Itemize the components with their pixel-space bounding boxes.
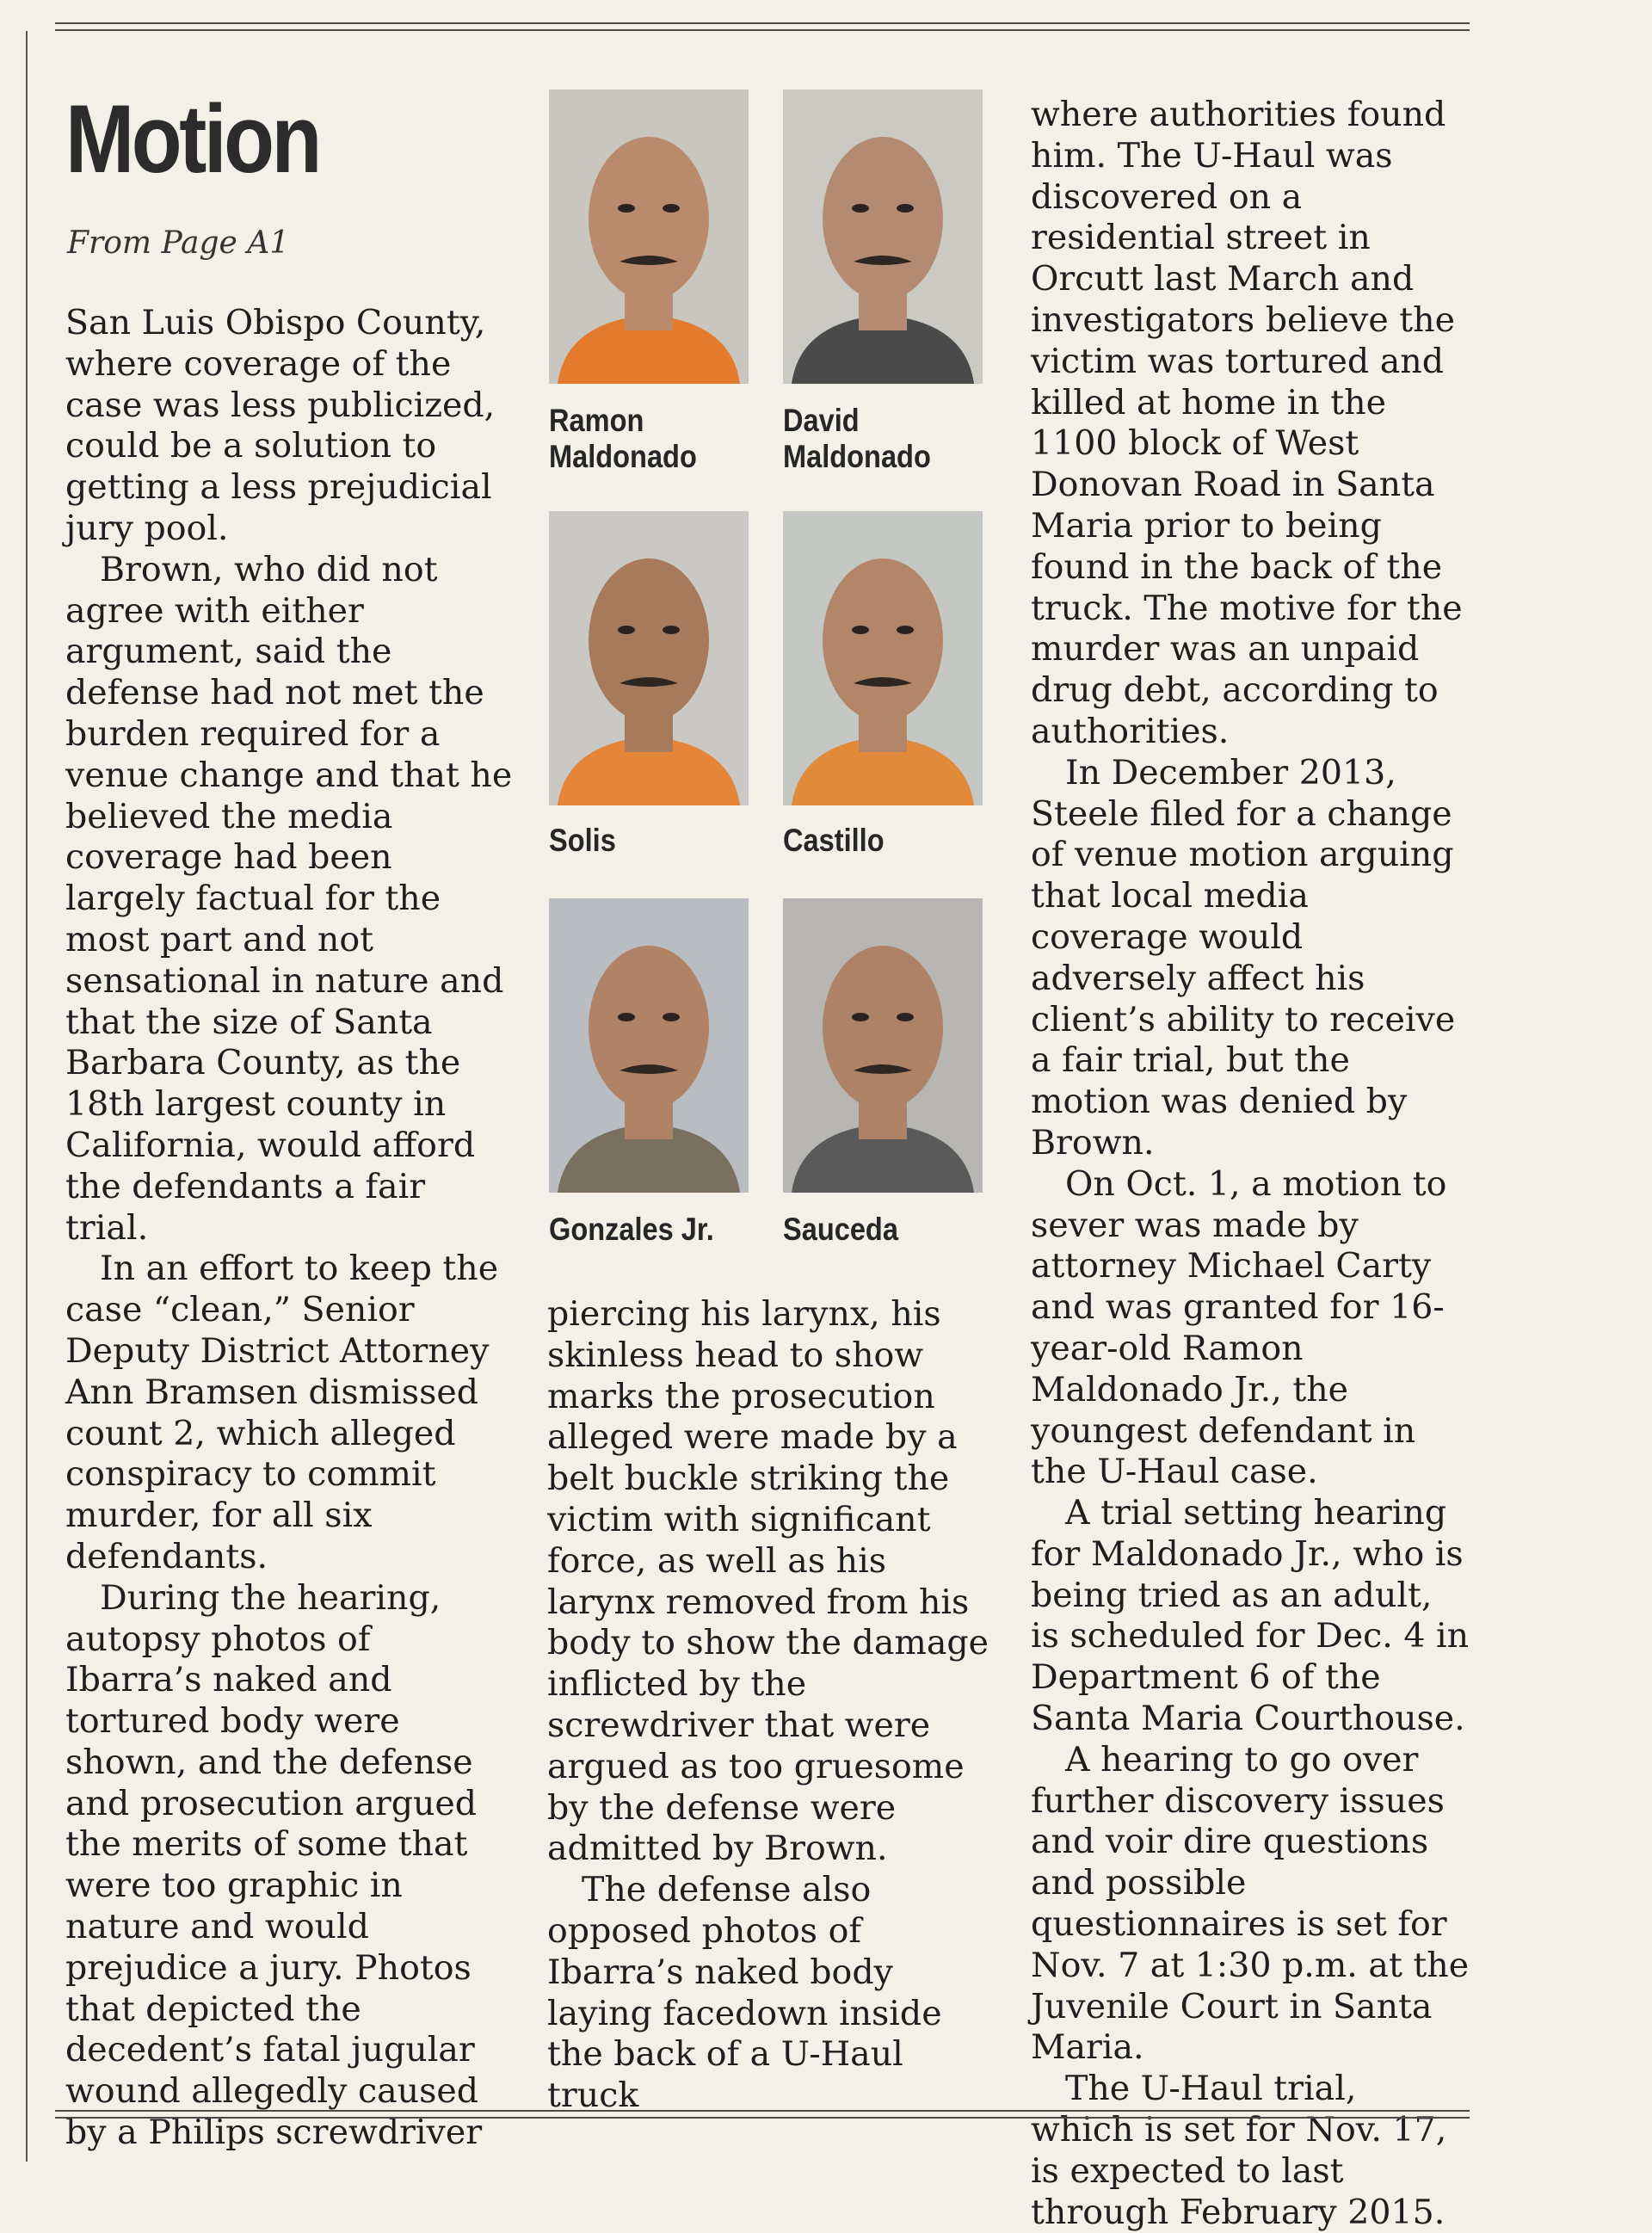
paragraph: A trial setting hearing for Maldonado Jr., who is being tried as an adult, is scheduled for Dec. 4 in Department 6 of the Santa Maria Courthouse. bbox=[1031, 1493, 1470, 1739]
paragraph: In December 2013, Steele filed for a change of venue motion arguing that local media coverage would adversely affect his client’s ability to receive a fair trial, but the motion was denied by Brown. bbox=[1031, 752, 1456, 1163]
caption-gonzales-jr bbox=[549, 1212, 714, 1248]
eye-left bbox=[618, 1013, 635, 1021]
face-shape bbox=[823, 558, 943, 722]
mugshot-figure bbox=[783, 898, 983, 1193]
jump-line: From Page A1 bbox=[67, 225, 290, 261]
eye-left bbox=[618, 204, 635, 213]
bottom-rule-double bbox=[55, 2117, 1470, 2119]
eye-right bbox=[897, 626, 914, 634]
mugshot-figure bbox=[549, 89, 749, 384]
bottom-rule bbox=[55, 2110, 1470, 2112]
caption-ramon-maldonado bbox=[549, 403, 697, 475]
caption-line: Ramon bbox=[549, 403, 644, 438]
paragraph: The defense also opposed photos of Ibarra’s naked body laying facedown inside the back of a U-Haul truck bbox=[547, 1870, 942, 2116]
paragraph: where authorities found him. The U-Haul was discovered on a residential street in Orcutt last March and investigators believe the victim was tortured and killed at home in the 1100 block of West Donovan Road in Santa Maria prior to being found in the back of the truck. The motive for the murder was an unpaid drug debt, according to authorities. bbox=[1031, 95, 1463, 751]
column-3 bbox=[1031, 95, 1470, 2233]
caption-line: Solis bbox=[549, 823, 616, 858]
face-shape bbox=[823, 137, 943, 300]
caption-david-maldonado bbox=[783, 403, 931, 475]
headline: Motion bbox=[65, 85, 319, 193]
column-2 bbox=[547, 1294, 995, 2117]
page-left-edge bbox=[26, 31, 28, 2162]
caption-line: Maldonado bbox=[549, 439, 697, 474]
paragraph: During the hearing, autopsy photos of Ibarra’s naked and tortured body were shown, and the defense and prosecution argued the merits of some that were too graphic in nature and would prejudice a jury. Photos that depicted the decedent’s fatal jugular wound allegedly caused by a Philips screwdriver bbox=[65, 1577, 483, 2153]
paragraph: Brown, who did not agree with either argument, said the defense had not met the burden required for a venue change and that he believed the media coverage had been largely factual for the most part and not sensational in nature and that the size of Santa Barbara County, as the 18th largest county in California, would afford the defendants a fair trial. bbox=[65, 549, 513, 1248]
eye-left bbox=[852, 626, 869, 634]
eye-left bbox=[852, 1013, 869, 1021]
paragraph: piercing his larynx, his skinless head to show marks the prosecution alleged were made by a belt buckle striking the victim with significant force, as well as his larynx removed from his body to show the damage inflicted by the screwdriver that were argued as too gruesome by the defense were admitted by Brown. bbox=[547, 1294, 989, 1869]
mugshot-castillo bbox=[783, 511, 983, 805]
eye-right bbox=[897, 1013, 914, 1021]
eye-right bbox=[663, 204, 680, 213]
mugshot-ramon-maldonado bbox=[549, 89, 749, 384]
column-1 bbox=[65, 303, 513, 2154]
mugshot-figure bbox=[549, 898, 749, 1193]
eye-right bbox=[897, 204, 914, 213]
caption-castillo bbox=[783, 823, 885, 859]
mugshot-figure bbox=[783, 89, 983, 384]
caption-line: Gonzales Jr. bbox=[549, 1212, 714, 1247]
eye-right bbox=[663, 1013, 680, 1021]
face-shape bbox=[823, 946, 943, 1109]
paragraph: A hearing to go over further discovery issues and voir dire questions and possible questionnaires is set for Nov. 7 at 1:30 p.m. at the Juvenile Court in Santa Maria. bbox=[1031, 1739, 1470, 2068]
eye-left bbox=[618, 626, 635, 634]
caption-sauceda bbox=[783, 1212, 898, 1248]
caption-line: Sauceda bbox=[783, 1212, 898, 1247]
paragraph: San Luis Obispo County, where coverage of the case was less publicized, could be a solution to getting a less prejudicial jury pool. bbox=[65, 303, 496, 548]
caption-line: Maldonado bbox=[783, 439, 931, 474]
eye-right bbox=[663, 626, 680, 634]
face-shape bbox=[589, 946, 709, 1109]
caption-line: Castillo bbox=[783, 823, 885, 858]
top-rule bbox=[55, 22, 1470, 24]
top-rule-double bbox=[55, 29, 1470, 31]
face-shape bbox=[589, 137, 709, 300]
eye-left bbox=[852, 204, 869, 213]
caption-line: David bbox=[783, 403, 860, 438]
paragraph: The U-Haul trial, which is set for Nov. 17, is expected to last through February 2015. bbox=[1031, 2069, 1447, 2232]
mugshot-david-maldonado bbox=[783, 89, 983, 384]
mugshot-sauceda bbox=[783, 898, 983, 1193]
mugshot-figure bbox=[549, 511, 749, 805]
face-shape bbox=[589, 558, 709, 722]
caption-solis bbox=[549, 823, 616, 859]
mugshot-figure bbox=[783, 511, 983, 805]
paragraph: On Oct. 1, a motion to sever was made by attorney Michael Carty and was granted for 16-year-old Ramon Maldonado Jr., the youngest defendant in the U-Haul case. bbox=[1031, 1163, 1447, 1492]
paragraph: In an effort to keep the case “clean,” Senior Deputy District Attorney Ann Bramsen dismissed count 2, which alleged conspiracy to commit murder, for all six defendants. bbox=[65, 1249, 499, 1576]
mugshot-gonzales-jr bbox=[549, 898, 749, 1193]
mugshot-solis bbox=[549, 511, 749, 805]
